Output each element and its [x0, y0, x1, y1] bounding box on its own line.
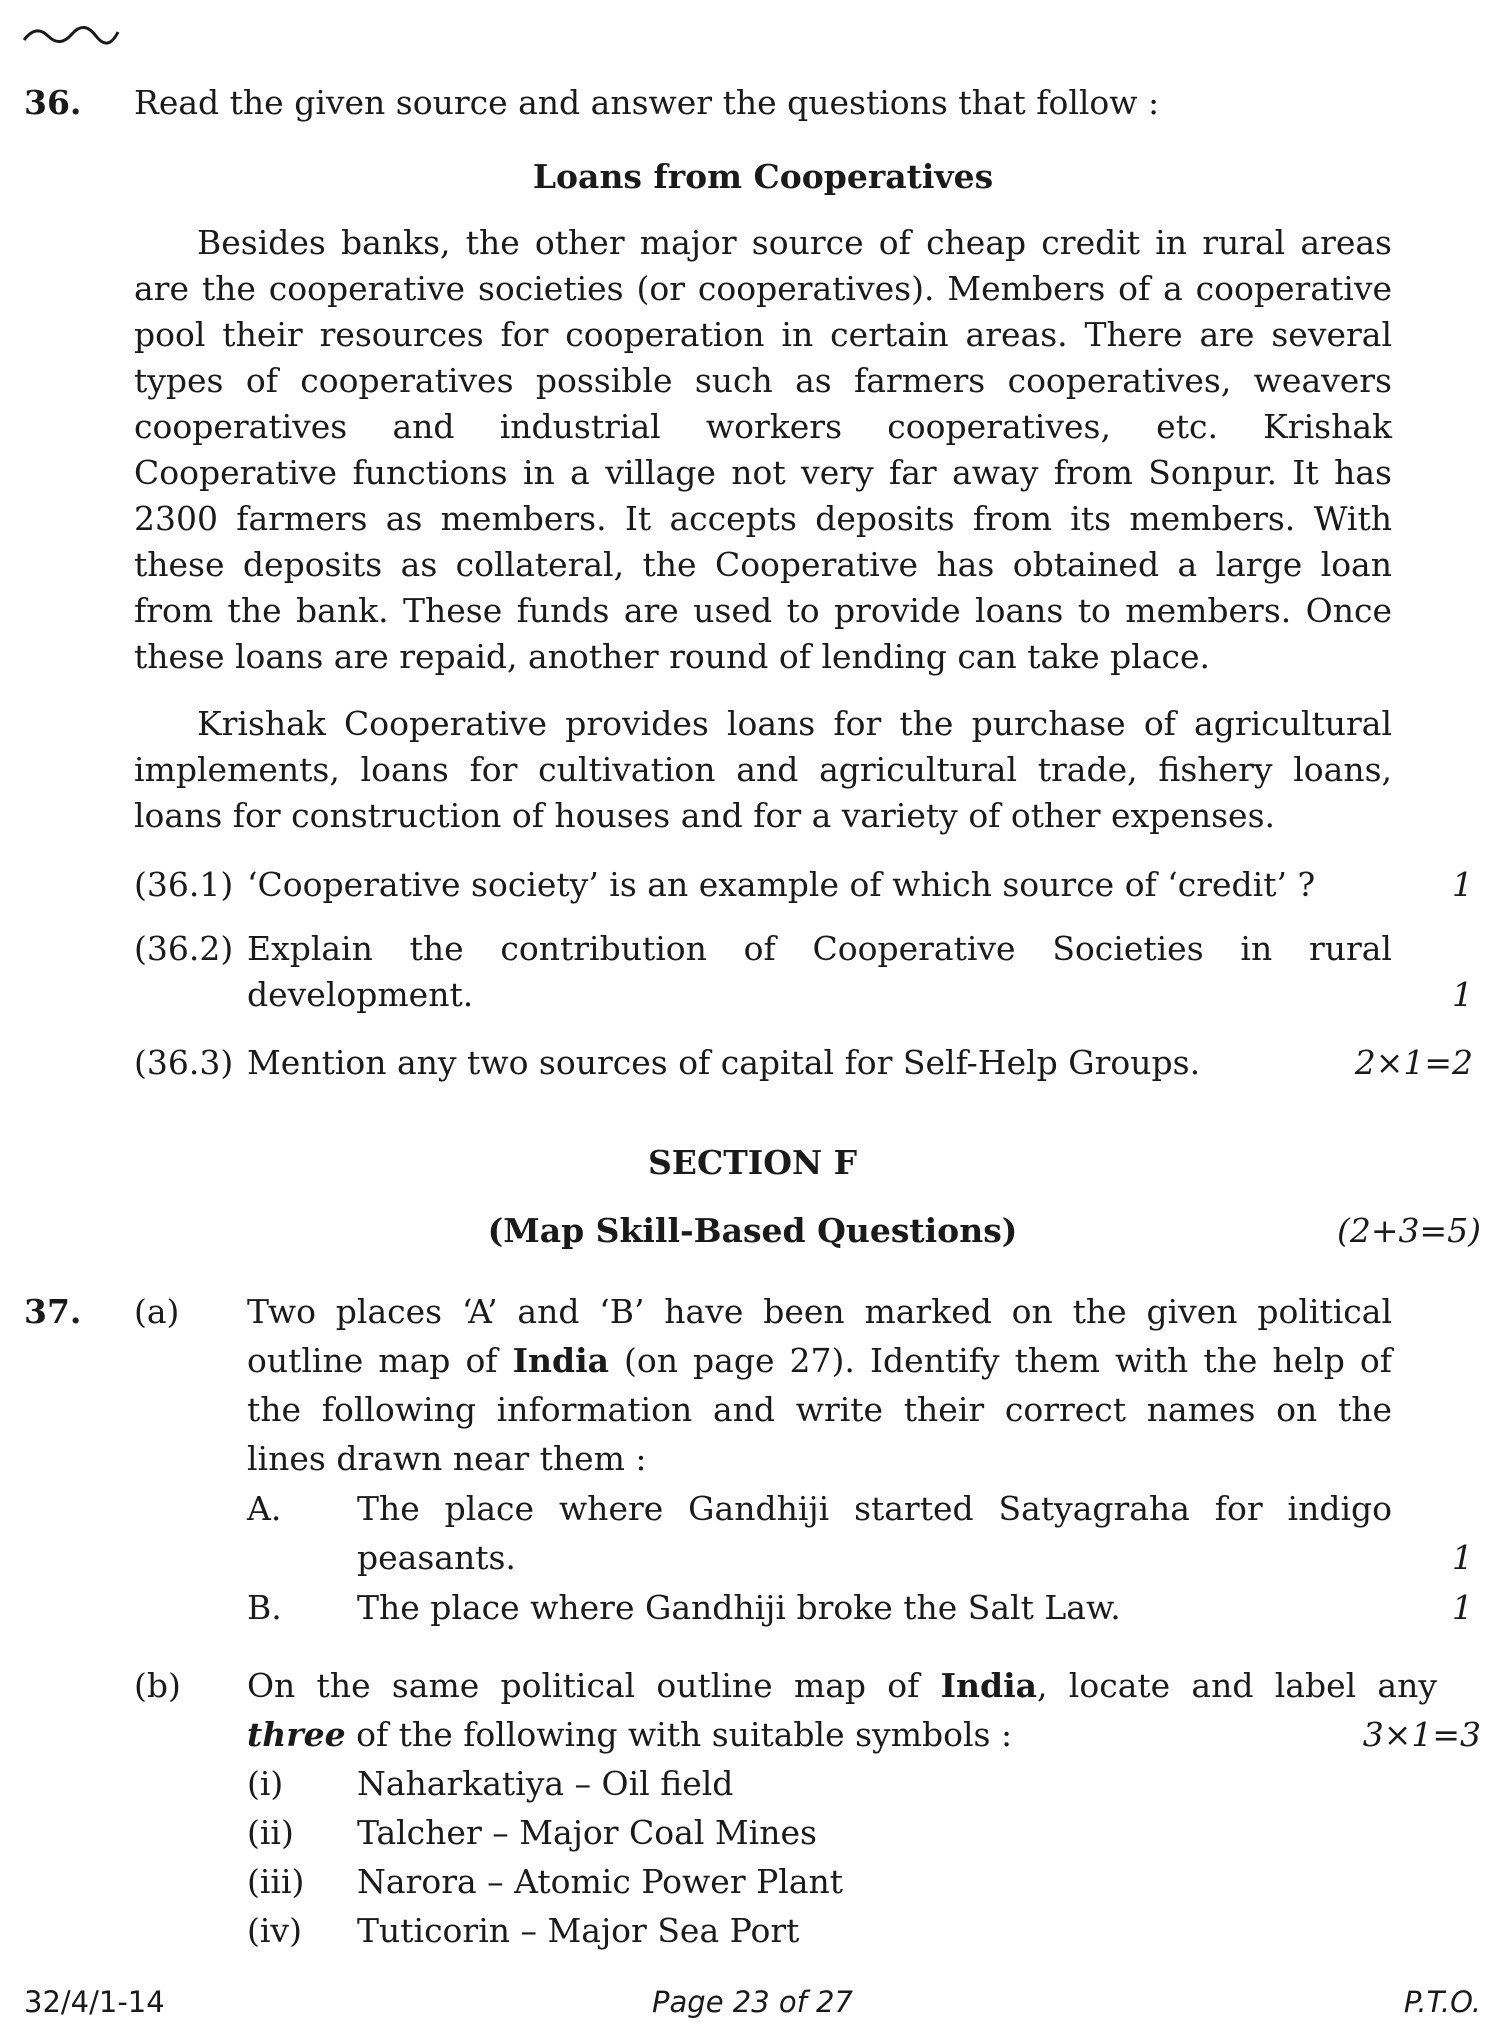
option-A-text: peasants. [357, 1538, 516, 1577]
marks: 3×1=3 [1362, 1715, 1481, 1754]
option-label-A: A. [247, 1489, 282, 1528]
part-label-b: (b) [134, 1666, 181, 1705]
paper-code: 32/4/1-14 [24, 1985, 165, 2019]
subquestion-number: (36.3) [134, 1043, 234, 1082]
option-B-text: The place where Gandhiji broke the Salt Law. [357, 1588, 1121, 1627]
section-marks: (2+3=5) [1336, 1211, 1481, 1250]
option-A-text: The place where Gandhiji started Satyagraha for indigo [357, 1489, 1392, 1528]
marks: 1 [1452, 1538, 1473, 1577]
para1-line: 2300 farmers as members. It accepts deposits from its members. With [134, 499, 1392, 538]
pto-label: P.T.O. [1403, 1985, 1481, 2019]
q37a-line: Two places ‘A’ and ‘B’ have been marked on the given political [247, 1292, 1392, 1331]
list-item-number: (i) [247, 1764, 284, 1803]
subquestion-text: development. [247, 975, 474, 1014]
para1-line: pool their resources for cooperation in certain areas. There are several [134, 315, 1392, 354]
q37a-line: outline map of India (on page 27). Identify them with the help of [247, 1341, 1392, 1380]
para2-line: implements, loans for cultivation and agricultural trade, fishery loans, [134, 750, 1392, 789]
para2-line: loans for construction of houses and for a variety of other expenses. [134, 796, 1275, 835]
para1-line: from the bank. These funds are used to provide loans to members. Once [134, 591, 1392, 630]
page-number: Page 23 of 27 [652, 1985, 853, 2019]
para1-line: cooperatives and industrial workers cooperatives, etc. Krishak [134, 407, 1392, 446]
subquestion-text: Mention any two sources of capital for Self-Help Groups. [247, 1043, 1201, 1082]
squiggle-mark [22, 22, 122, 48]
marks: 1 [1452, 975, 1473, 1014]
list-item-number: (iv) [247, 1911, 302, 1950]
part-label-a: (a) [134, 1292, 180, 1331]
subquestion-number: (36.1) [134, 865, 234, 904]
question-number-37: 37. [24, 1292, 82, 1331]
section-heading: SECTION F [647, 1143, 858, 1182]
marks: 1 [1452, 1588, 1473, 1627]
list-item-text: Talcher – Major Coal Mines [357, 1813, 817, 1852]
subquestion-text: ‘Cooperative society’ is an example of which source of ‘credit’ ? [247, 865, 1316, 904]
subquestion-number: (36.2) [134, 929, 234, 968]
marks: 1 [1452, 865, 1473, 904]
q37b-line: three of the following with suitable symbols : [247, 1715, 1013, 1754]
section-subheading: (Map Skill-Based Questions) [487, 1211, 1018, 1250]
list-item-text: Naharkatiya – Oil field [357, 1764, 734, 1803]
list-item-number: (iii) [247, 1862, 305, 1901]
para1-line: these deposits as collateral, the Cooperative has obtained a large loan [134, 545, 1392, 584]
para1-line: Besides banks, the other major source of cheap credit in rural areas [197, 223, 1392, 262]
para2-line: Krishak Cooperative provides loans for the purchase of agricultural [197, 704, 1392, 743]
list-item-text: Tuticorin – Major Sea Port [357, 1911, 800, 1950]
list-item-number: (ii) [247, 1813, 294, 1852]
list-item-text: Narora – Atomic Power Plant [357, 1862, 844, 1901]
para1-line: are the cooperative societies (or cooperatives). Members of a cooperative [134, 269, 1392, 308]
para1-line: these loans are repaid, another round of lending can take place. [134, 637, 1211, 676]
marks: 2×1=2 [1354, 1043, 1473, 1082]
source-title: Loans from Cooperatives [532, 157, 994, 196]
q37a-line: the following information and write their correct names on the [247, 1390, 1392, 1429]
para1-line: types of cooperatives possible such as farmers cooperatives, weavers [134, 361, 1392, 400]
subquestion-text: Explain the contribution of Cooperative Societies in rural [247, 929, 1392, 968]
option-label-B: B. [247, 1588, 282, 1627]
q36-instruction: Read the given source and answer the questions that follow : [134, 83, 1160, 122]
q37a-line: lines drawn near them : [247, 1439, 647, 1478]
para1-line: Cooperative functions in a village not very far away from Sonpur. It has [134, 453, 1392, 492]
question-number-36: 36. [24, 83, 82, 122]
q37b-line: On the same political outline map of India, locate and label any [247, 1666, 1437, 1705]
